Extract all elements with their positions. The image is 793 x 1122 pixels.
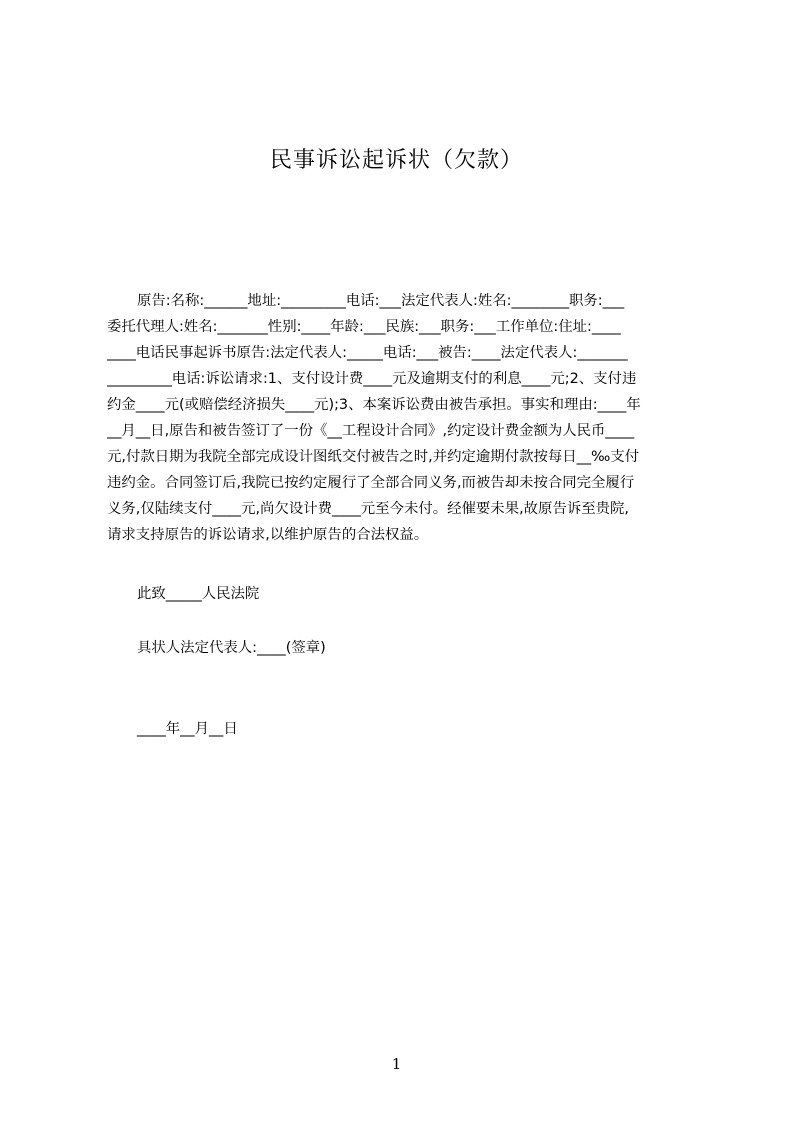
- body-line: 违约金。合同签订后,我院已按约定履行了全部合同义务,而被告却未按合同完全履行: [107, 475, 635, 491]
- body-line: 原告:名称:______地址:_________电话:___法定代表人:姓名:________职务:___: [137, 293, 625, 309]
- page-number: 1: [391, 1055, 402, 1073]
- body-line: 义务,仅陆续支付____元,尚欠设计费____元至今未付。经催要未果,故原告诉至贵院,: [107, 501, 629, 517]
- body-line: _________电话:诉讼请求:1、支付设计费____元及逾期支付的利息____元;2、支付违: [107, 371, 637, 387]
- body-line: 请求支持原告的诉讼请求,以维护原告的合法权益。: [107, 527, 429, 543]
- document-title: 民事诉讼起诉状（欠款）: [269, 148, 523, 173]
- court-salutation: 此致_____人民法院: [137, 586, 260, 602]
- complaint-body: [107, 288, 699, 548]
- body-line: 元,付款日期为我院全部完成设计图纸交付被告之时,并约定逾期付款按每日__‰支付: [107, 449, 640, 465]
- body-line: 委托代理人:姓名:_______性别:____年龄:___民族:___职务:___工作单位:住址:____: [107, 319, 621, 335]
- signature-line: 具状人法定代表人:____(签章): [137, 640, 326, 656]
- body-line: 约金____元(或赔偿经济损失____元);3、本案诉讼费由被告承担。事实和理由:____年: [107, 397, 641, 413]
- body-line: ____电话民事起诉书原告:法定代表人:_____电话:___被告:____法定代表人:_______: [107, 345, 628, 361]
- body-line: __月__日,原告和被告签订了一份《__工程设计合同》,约定设计费金额为人民币____: [107, 423, 635, 439]
- date-line: ____年__月__日: [137, 721, 238, 737]
